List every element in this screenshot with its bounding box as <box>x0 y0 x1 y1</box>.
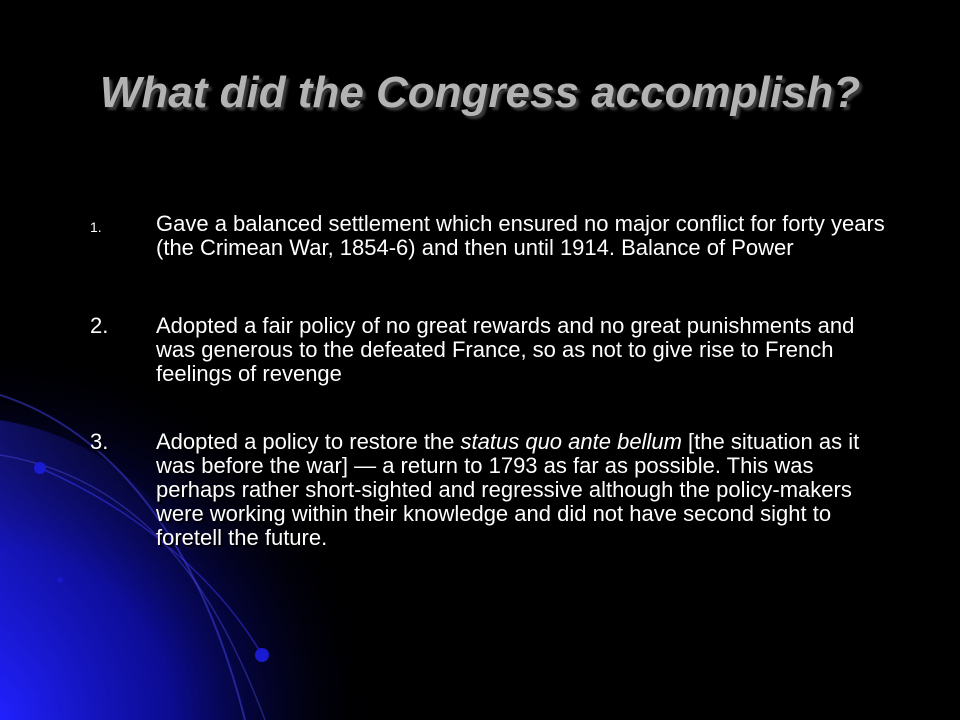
slide-title: What did the Congress accomplish? <box>99 68 861 117</box>
list-item-number: 2. <box>90 313 109 338</box>
list-item-number: 1. <box>90 219 102 235</box>
dot-decoration <box>34 462 46 474</box>
list-item-text-italic: status quo ante bellum <box>460 429 682 454</box>
list-item <box>90 212 890 260</box>
list-item <box>90 430 890 550</box>
dot-decoration <box>255 648 269 662</box>
slide-body <box>90 212 890 550</box>
list-item-text-before: Adopted a policy to restore the <box>156 429 461 454</box>
list-item-text-after: [the situation as it was before the war] — a return to 1793 as far as possible. This was perhaps rather short-sighted and regressive although the policy-makers were working within their knowledge and did not have second sight to foretell the future. <box>156 429 860 550</box>
dot-decoration <box>57 577 63 583</box>
list-item-text: Gave a balanced settlement which ensured no major conflict for forty years (the Crimean War, 1854-6) and then until 1914. Balance of Power <box>156 211 885 260</box>
list-item-text: Adopted a fair policy of no great rewards and no great punishments and was generous to the defeated France, so as not to give rise to French feelings of revenge <box>156 313 855 386</box>
list-item-number: 3. <box>90 429 109 454</box>
list-item <box>90 314 890 386</box>
